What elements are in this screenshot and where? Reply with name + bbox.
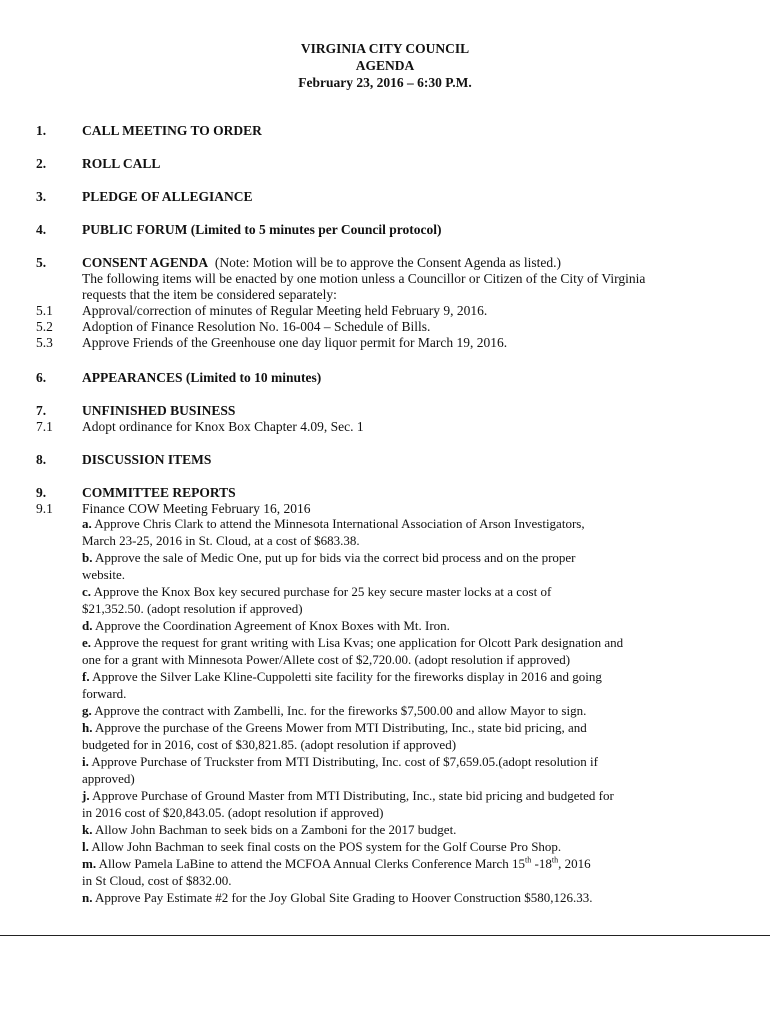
cow-text: Approve Purchase of Ground Master from MTI Distributing, Inc., state bid pricing and budgeted for [89, 788, 614, 803]
cow-letter: n. [82, 890, 93, 905]
cow-item-f-cont [82, 686, 767, 703]
cow-text: March 23-25, 2016 in St. Cloud, at a cost of $683.38. [82, 533, 360, 548]
cow-letter: a. [82, 516, 92, 531]
cow-text: Approve the request for grant writing with Lisa Kvas; one application for Olcott Park designation and [91, 635, 624, 650]
item-note: (Note: Motion will be to approve the Consent Agenda as listed.) [214, 255, 561, 270]
item-title: CONSENT AGENDA [82, 255, 209, 270]
cow-item-b-cont [82, 567, 767, 584]
cow-item-e [82, 635, 767, 652]
item-title: PUBLIC FORUM (Limited to 5 minutes per Council protocol) [82, 222, 442, 237]
subitem-text: Approve Friends of the Greenhouse one day liquor permit for March 19, 2016. [82, 335, 508, 350]
cow-letter: j. [82, 788, 90, 803]
cow-item-i [82, 754, 767, 771]
item-title: UNFINISHED BUSINESS [82, 403, 236, 418]
item-title: CALL MEETING TO ORDER [82, 123, 262, 138]
item-number: 7. [36, 403, 47, 418]
cow-item-h [82, 720, 767, 737]
subitem-number: 5.2 [36, 319, 53, 334]
subitem-text: Adopt ordinance for Knox Box Chapter 4.09, Sec. 1 [82, 419, 364, 434]
item-title: APPEARANCES (Limited to 10 minutes) [82, 370, 322, 385]
cow-item-e-cont [82, 652, 767, 669]
cow-text: Approve the Knox Box key secured purchase for 25 key secure master locks at a cost of [91, 584, 552, 599]
subitem-number: 9.1 [36, 501, 53, 516]
council-title: VIRGINIA CITY COUNCIL [300, 41, 470, 56]
cow-item-n [82, 890, 767, 907]
item-title: DISCUSSION ITEMS [82, 452, 212, 467]
cow-letter: k. [82, 822, 93, 837]
cow-item-a [82, 516, 767, 533]
cow-letter: i. [82, 754, 89, 769]
cow-text: Allow Pamela LaBine to attend the MCFOA Annual Clerks Conference March 15 [96, 856, 526, 871]
item-number: 2. [36, 156, 47, 171]
cow-text: one for a grant with Minnesota Power/Allete cost of $2,720.00. (adopt resolution if approved) [82, 652, 571, 667]
subitem-number: 5.1 [36, 303, 53, 318]
cow-letter: g. [82, 703, 92, 718]
agenda-header [0, 40, 770, 91]
cow-item-m [82, 856, 767, 873]
cow-text: Approve the contract with Zambelli, Inc. for the fireworks $7,500.00 and allow Mayor to sign. [91, 703, 587, 718]
item-title: COMMITTEE REPORTS [82, 485, 236, 500]
item-title: PLEDGE OF ALLEGIANCE [82, 189, 253, 204]
ordinal-suffix: th [551, 855, 559, 865]
description-line: The following items will be enacted by one motion unless a Councillor or Citizen of the City of Virginia [82, 271, 646, 286]
cow-item-k [82, 822, 767, 839]
cow-text: Allow John Bachman to seek final costs on the POS system for the Golf Course Pro Shop. [88, 839, 562, 854]
cow-text: website. [82, 567, 125, 582]
cow-text: Allow John Bachman to seek bids on a Zamboni for the 2017 budget. [92, 822, 457, 837]
meeting-date: February 23, 2016 – 6:30 P.M. [298, 75, 472, 90]
cow-text: Approve Pay Estimate #2 for the Joy Global Site Grading to Hoover Construction $580,126.33. [92, 890, 593, 905]
cow-letter: d. [82, 618, 93, 633]
cow-text: forward. [82, 686, 127, 701]
cow-letter: e. [82, 635, 92, 650]
page-divider [0, 935, 770, 936]
cow-item-m-cont [82, 873, 767, 890]
cow-text: Approve Chris Clark to attend the Minnesota International Association of Arson Investigators, [91, 516, 585, 531]
item-number: 1. [36, 123, 47, 138]
cow-item-a-cont [82, 533, 767, 550]
cow-letter: h. [82, 720, 93, 735]
subitem-number: 7.1 [36, 419, 53, 434]
cow-item-d [82, 618, 767, 635]
subitem-number: 5.3 [36, 335, 53, 350]
cow-item-l [82, 839, 767, 856]
cow-text: in St Cloud, cost of $832.00. [82, 873, 232, 888]
cow-letter: m. [82, 856, 97, 871]
cow-item-b [82, 550, 767, 567]
item-number: 5. [36, 255, 47, 270]
item-number: 8. [36, 452, 47, 467]
cow-item-c-cont [82, 601, 767, 618]
cow-text: Approve the purchase of the Greens Mower from MTI Distributing, Inc., state bid pricing, and [92, 720, 587, 735]
cow-item-f [82, 669, 767, 686]
cow-text: Approve the sale of Medic One, put up for bids via the correct bid process and on the proper [92, 550, 576, 565]
agenda-title: AGENDA [355, 58, 415, 73]
cow-item-j [82, 788, 767, 805]
cow-text: Approve the Silver Lake Kline-Cuppoletti site facility for the fireworks display in 2016 and going [89, 669, 602, 684]
cow-text: approved) [82, 771, 135, 786]
cow-item-h-cont [82, 737, 767, 754]
cow-text: -18 [531, 856, 552, 871]
subitem-text: Approval/correction of minutes of Regular Meeting held February 9, 2016. [82, 303, 488, 318]
cow-text: in 2016 cost of $20,843.05. (adopt resolution if approved) [82, 805, 384, 820]
description-line: requests that the item be considered separately: [82, 287, 337, 302]
cow-text: budgeted for in 2016, cost of $30,821.85. (adopt resolution if approved) [82, 737, 457, 752]
cow-item-j-cont [82, 805, 767, 822]
cow-letter: f. [82, 669, 90, 684]
subitem-text: Adoption of Finance Resolution No. 16-004 – Schedule of Bills. [82, 319, 431, 334]
cow-letter: b. [82, 550, 93, 565]
cow-item-i-cont [82, 771, 767, 788]
cow-text: $21,352.50. (adopt resolution if approved) [82, 601, 303, 616]
cow-text: Approve Purchase of Truckster from MTI Distributing, Inc. cost of $7,659.05.(adopt resolution if [88, 754, 598, 769]
cow-letter: l. [82, 839, 89, 854]
cow-text: , 2016 [558, 856, 591, 871]
item-number: 3. [36, 189, 47, 204]
cow-item-g [82, 703, 767, 720]
item-number: 6. [36, 370, 47, 385]
ordinal-suffix: th [525, 855, 532, 865]
cow-letter: c. [82, 584, 92, 599]
item-title: ROLL CALL [82, 156, 161, 171]
cow-text: Approve the Coordination Agreement of Knox Boxes with Mt. Iron. [92, 618, 450, 633]
subitem-text: Finance COW Meeting February 16, 2016 [82, 501, 311, 516]
item-number: 4. [36, 222, 47, 237]
cow-item-c [82, 584, 767, 601]
item-number: 9. [36, 485, 47, 500]
